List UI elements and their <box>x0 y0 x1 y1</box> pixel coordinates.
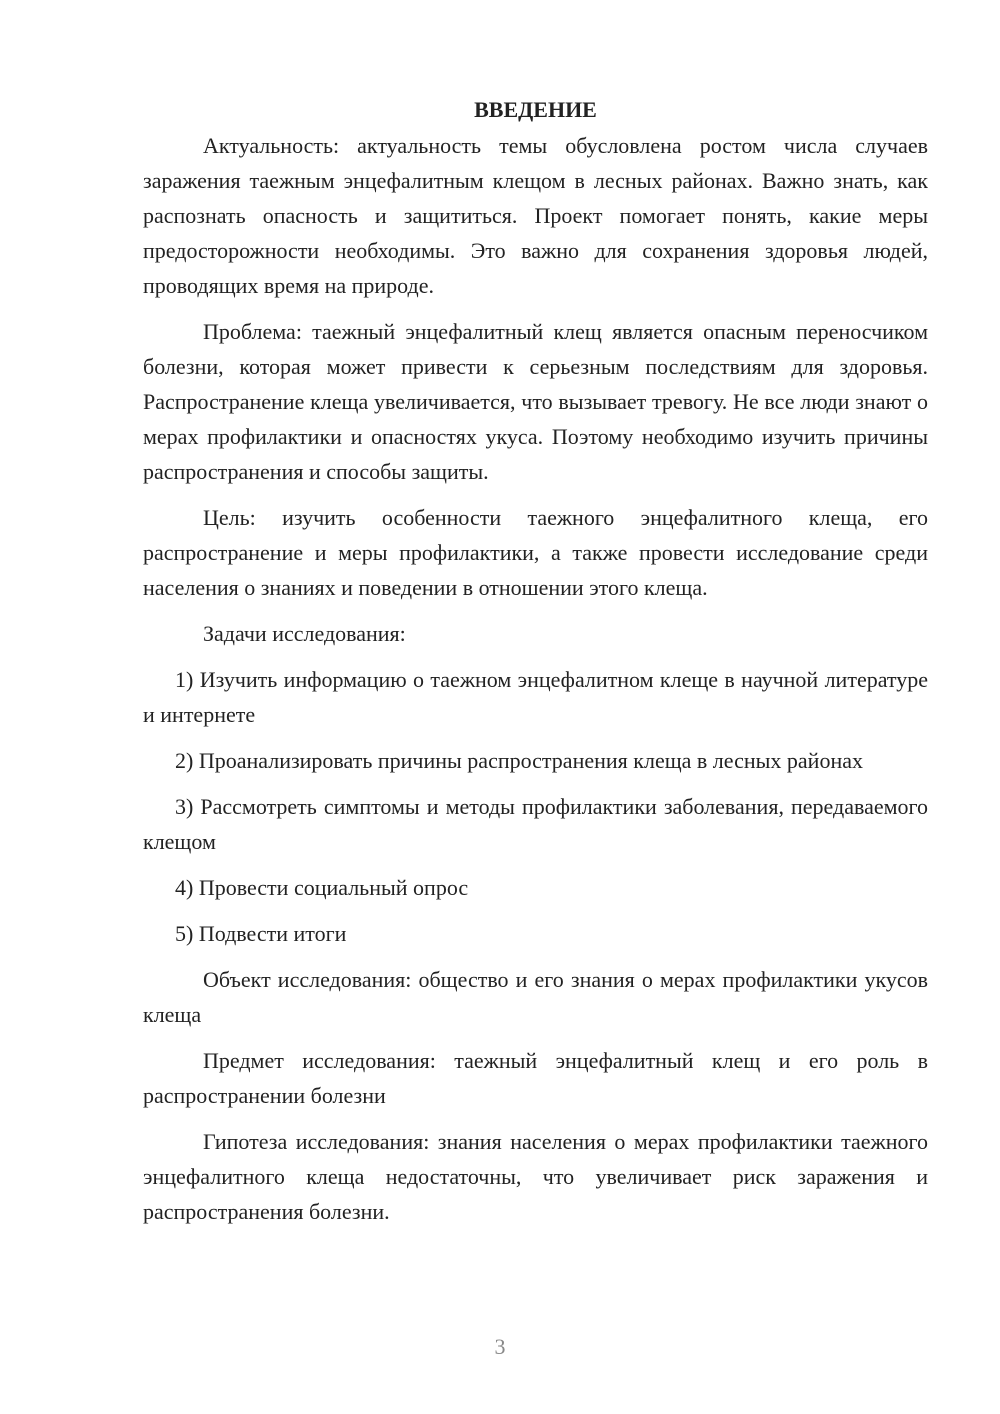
task-item-1: 1) Изучить информацию о таежном энцефалитном клеще в научной литературе и интернете <box>143 667 928 727</box>
task-item-5: 5) Подвести итоги <box>175 921 347 946</box>
relevance-paragraph: Актуальность: актуальность темы обусловлена ростом числа случаев заражения таежным энцефалитным клещом в лесных районах. Важно знать, как распознать опасность и защититься. Проект помогает понять, какие меры предосторожности необходимы. Это важно для сохранения здоровья людей, проводящих время на природе. <box>143 133 928 298</box>
hypothesis-paragraph: Гипотеза исследования: знания населения о мерах профилактики таежного энцефалитного клеща недостаточны, что увеличивает риск заражения и распространения болезни. <box>143 1129 928 1224</box>
problem-paragraph: Проблема: таежный энцефалитный клещ является опасным переносчиком болезни, которая может привести к серьезным последствиям для здоровья. Распространение клеща увеличивается, что вызывает тревогу. Не все люди знают о мерах профилактики и опасностях укуса. Поэтому необходимо изучить причины распространения и способы защиты. <box>143 319 928 484</box>
subject-paragraph: Предмет исследования: таежный энцефалитный клещ и его роль в распространении болезни <box>143 1048 928 1108</box>
object-paragraph: Объект исследования: общество и его знания о мерах профилактики укусов клеща <box>143 967 928 1027</box>
goal-paragraph: Цель: изучить особенности таежного энцефалитного клеща, его распространение и меры профилактики, а также провести исследование среди населения о знаниях и поведении в отношении этого клеща. <box>143 505 928 600</box>
document-page <box>143 92 928 1229</box>
page-number: 3 <box>494 1334 506 1359</box>
task-item-4: 4) Провести социальный опрос <box>175 875 469 900</box>
tasks-heading: Задачи исследования: <box>203 621 406 646</box>
task-item-2: 2) Проанализировать причины распространения клеща в лесных районах <box>175 748 863 773</box>
section-title: ВВЕДЕНИЕ <box>474 97 597 122</box>
task-item-3: 3) Рассмотреть симптомы и методы профилактики заболевания, передаваемого клещом <box>143 794 928 854</box>
